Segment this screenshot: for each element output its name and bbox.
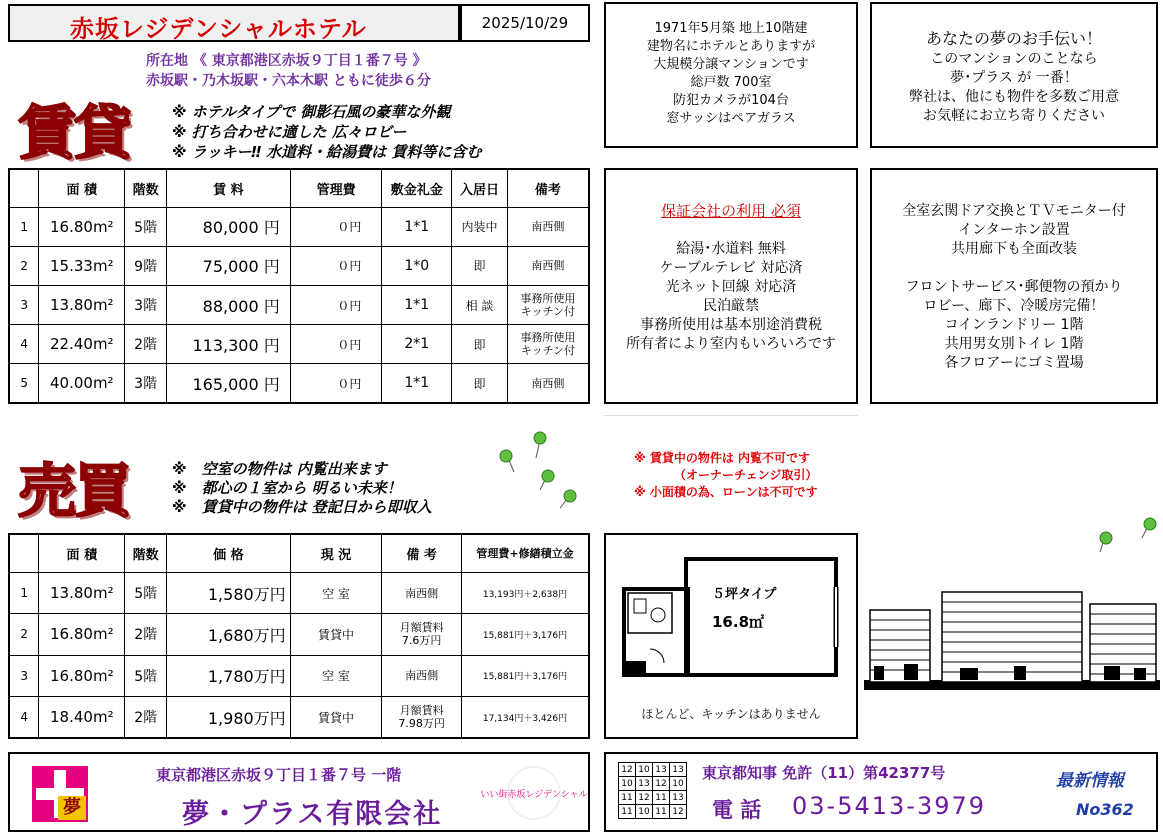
phone-number[interactable]: 03-5413-3979 xyxy=(792,792,987,820)
rental-col-deposit: 敷金礼金 xyxy=(382,169,452,207)
row-area: 40.00m² xyxy=(39,364,125,403)
row-area: 16.80m² xyxy=(39,655,125,696)
sale-col-floor: 階数 xyxy=(125,534,167,572)
row-fees: 13,193円＋2,638円 xyxy=(461,572,589,613)
page-title: 赤坂レジデンシャルホテル xyxy=(70,15,367,43)
license-number: 東京都知事 免許（11）第42377号 xyxy=(702,764,946,782)
building-illustration xyxy=(864,580,1160,690)
sale-bullet-2: ※ 都心の１室から 明るい未来！ xyxy=(172,479,402,497)
rental-col-no xyxy=(9,169,39,207)
floorplan-box xyxy=(604,533,858,739)
facilities-text: 全室玄関ドア交換とＴＶモニター付 インターホン設置 共用廊下も全面改装 フロントサービス･郵便物の預かり ロビー、廊下、冷暖房完備！ コインランドリー 1階 共用男女別トイレ 1階 各フロアーにゴミ置場 xyxy=(902,203,1126,371)
table-row xyxy=(9,246,589,285)
contact-box xyxy=(604,752,1158,832)
building-info-text: 1971年5月築 地上10階建 建物名にホテルとありますが 大規模分譲マンションです 総戸数 700室 防犯カメラが104台 窓サッシはペアガラス xyxy=(646,21,816,126)
calendar-cell: 10 xyxy=(636,763,653,777)
floorplan-type-label: ５坪タイプ xyxy=(712,587,777,602)
issue-number: No362 xyxy=(1076,800,1134,819)
row-note: 事務所使用 キッチン付 xyxy=(507,285,589,324)
rental-col-movein: 入居日 xyxy=(452,169,508,207)
row-note: 南西側 xyxy=(507,207,589,246)
address-line: 所在地 《 東京都港区赤坂９丁目１番７号 》 xyxy=(146,53,427,69)
row-no: 3 xyxy=(9,285,39,324)
row-floor: 3階 xyxy=(125,364,167,403)
balloon-icon-group xyxy=(494,428,584,514)
row-area: 16.80m² xyxy=(39,614,125,655)
note-line-3: ※ 小面積の為、ローンは不可です xyxy=(634,485,818,499)
row-note: 南西側 xyxy=(507,246,589,285)
row-area: 22.40m² xyxy=(39,325,125,364)
calendar-cell: 10 xyxy=(619,777,636,791)
greeting-text: あなたの夢のお手伝い！ このマンションのことなら 夢･プラス が 一番！ 弊社は、他にも物件を多数ご用意 お気軽にお立ち寄りください xyxy=(909,29,1119,124)
phone-label: 電 話 xyxy=(712,798,762,822)
row-fee: ０円 xyxy=(290,285,382,324)
row-fee: ０円 xyxy=(290,246,382,285)
table-row xyxy=(9,364,589,403)
calendar-cell: 13 xyxy=(653,763,670,777)
row-note: 南西側 xyxy=(507,364,589,403)
row-floor: 3階 xyxy=(125,285,167,324)
row-deposit: 1*1 xyxy=(382,364,452,403)
conditions-box xyxy=(604,168,858,404)
table-row xyxy=(9,207,589,246)
rental-bullet-1: ※ ホテルタイプで 御影石風の豪華な外観 xyxy=(172,103,451,121)
rental-col-rent: 賃 料 xyxy=(167,169,291,207)
floorplan-area-label: 16.8㎡ xyxy=(712,613,765,631)
calendar-cell: 11 xyxy=(653,805,670,819)
row-status: 空 室 xyxy=(290,655,382,696)
table-row xyxy=(9,614,589,655)
row-status: 空 室 xyxy=(290,572,382,613)
sale-col-area: 面 積 xyxy=(39,534,125,572)
sale-col-fees: 管理費+修繕積立金 xyxy=(461,534,589,572)
row-no: 2 xyxy=(9,246,39,285)
sale-header-row xyxy=(9,534,589,572)
calendar-cell: 13 xyxy=(670,791,687,805)
calendar-cell: 11 xyxy=(619,791,636,805)
latest-info-label: 最新情報 xyxy=(1056,771,1124,791)
calendar-cell: 12 xyxy=(619,763,636,777)
row-price: 1,680万円 xyxy=(167,614,291,655)
row-deposit: 1*0 xyxy=(382,246,452,285)
calendar-cell: 12 xyxy=(653,777,670,791)
row-status: 賃貸中 xyxy=(290,697,382,738)
row-floor: 2階 xyxy=(125,325,167,364)
row-fee: ０円 xyxy=(290,207,382,246)
rental-col-area: 面 積 xyxy=(39,169,125,207)
sale-bullet-3: ※ 賃貸中の物件は 登記日から即収入 xyxy=(172,498,432,516)
sale-col-price: 価 格 xyxy=(167,534,291,572)
row-area: 15.33m² xyxy=(39,246,125,285)
building-info-box xyxy=(604,2,858,148)
title-box xyxy=(8,4,460,42)
row-movein: 即 xyxy=(452,246,508,285)
row-rent: 88,000 円 xyxy=(167,285,291,324)
row-note: 南西側 xyxy=(382,572,462,613)
row-movein: 即 xyxy=(452,325,508,364)
table-row xyxy=(9,285,589,324)
row-no: 1 xyxy=(9,572,39,613)
floorplan-caption: ほとんど、キッチンはありません xyxy=(641,707,821,721)
row-area: 18.40m² xyxy=(39,697,125,738)
balloon-icon-group-2 xyxy=(1086,512,1160,556)
calendar-cell: 11 xyxy=(619,805,636,819)
row-deposit: 1*1 xyxy=(382,207,452,246)
sale-bullet-1: ※ 空室の物件は 内覧出来ます xyxy=(172,460,387,478)
row-floor: 5階 xyxy=(125,572,167,613)
sale-col-no xyxy=(9,534,39,572)
row-no: 3 xyxy=(9,655,39,696)
calendar-cell: 11 xyxy=(653,791,670,805)
note-line-2: （オーナーチェンジ取引） xyxy=(674,468,818,482)
calendar-cell: 13 xyxy=(670,763,687,777)
row-floor: 2階 xyxy=(125,697,167,738)
row-fee: ０円 xyxy=(290,325,382,364)
calendar-cell: 12 xyxy=(670,805,687,819)
row-rent: 80,000 円 xyxy=(167,207,291,246)
row-movein: 相 談 xyxy=(452,285,508,324)
company-logo-char: 夢 xyxy=(58,796,86,820)
row-note: 南西側 xyxy=(382,655,462,696)
row-price: 1,980万円 xyxy=(167,697,291,738)
row-rent: 75,000 円 xyxy=(167,246,291,285)
conditions-text: 給湯･水道料 無料 ケーブルテレビ 対応済 光ネット回線 対応済 民泊厳禁 事務所使用は基本別途消費税 所有者により室内もいろいろです xyxy=(626,241,836,352)
row-rent: 113,300 円 xyxy=(167,325,291,364)
row-price: 1,780万円 xyxy=(167,655,291,696)
company-box xyxy=(8,752,590,832)
rental-table xyxy=(8,168,590,404)
calendar-grid xyxy=(618,762,687,819)
facilities-box xyxy=(870,168,1158,404)
row-no: 4 xyxy=(9,325,39,364)
row-floor: 5階 xyxy=(125,655,167,696)
rental-col-fee: 管理費 xyxy=(290,169,382,207)
table-row xyxy=(9,572,589,613)
row-note: 月額賃料 7.6万円 xyxy=(382,614,462,655)
rental-col-floor: 階数 xyxy=(125,169,167,207)
guarantor-required: 保証会社の利用 必須 xyxy=(661,202,801,220)
row-rent: 165,000 円 xyxy=(167,364,291,403)
calendar-cell: 13 xyxy=(636,777,653,791)
sale-table xyxy=(8,533,590,739)
row-fees: 17,134円＋3,426円 xyxy=(461,697,589,738)
calendar-cell: 10 xyxy=(670,777,687,791)
issue-date: 2025/10/29 xyxy=(481,14,569,32)
row-movein: 内装中 xyxy=(452,207,508,246)
divider xyxy=(604,415,858,416)
row-area: 13.80m² xyxy=(39,572,125,613)
row-movein: 即 xyxy=(452,364,508,403)
table-row xyxy=(9,325,589,364)
row-floor: 2階 xyxy=(125,614,167,655)
company-address: 東京都港区赤坂９丁目１番７号 一階 xyxy=(156,766,402,784)
row-floor: 5階 xyxy=(125,207,167,246)
sale-col-status: 現 況 xyxy=(290,534,382,572)
row-status: 賃貸中 xyxy=(290,614,382,655)
row-no: 4 xyxy=(9,697,39,738)
row-no: 5 xyxy=(9,364,39,403)
row-deposit: 1*1 xyxy=(382,285,452,324)
row-area: 16.80m² xyxy=(39,207,125,246)
station-line: 赤坂駅・乃木坂駅・六本木駅 ともに徒歩６分 xyxy=(146,73,431,89)
row-fees: 15,881円＋3,176円 xyxy=(461,614,589,655)
row-no: 2 xyxy=(9,614,39,655)
rental-col-note: 備考 xyxy=(507,169,589,207)
sale-col-note: 備 考 xyxy=(382,534,462,572)
row-floor: 9階 xyxy=(125,246,167,285)
circle-logo-icon xyxy=(480,760,588,826)
row-deposit: 2*1 xyxy=(382,325,452,364)
row-price: 1,580万円 xyxy=(167,572,291,613)
company-logo xyxy=(32,766,88,822)
sale-heading: 売買 xyxy=(18,457,131,525)
table-row xyxy=(9,697,589,738)
greeting-box xyxy=(870,2,1158,148)
row-fee: ０円 xyxy=(290,364,382,403)
calendar-cell: 12 xyxy=(636,791,653,805)
date-box xyxy=(460,4,590,42)
row-no: 1 xyxy=(9,207,39,246)
calendar-cell: 10 xyxy=(636,805,653,819)
rental-bullet-2: ※ 打ち合わせに適した 広々ロビー xyxy=(172,123,407,141)
row-note: 事務所使用 キッチン付 xyxy=(507,325,589,364)
row-fees: 15,881円＋3,176円 xyxy=(461,655,589,696)
table-row xyxy=(9,655,589,696)
rental-header-row xyxy=(9,169,589,207)
circle-logo-text: いい街赤坂レジデンシャル xyxy=(480,790,588,800)
note-line-1: ※ 賃貸中の物件は 内覧不可です xyxy=(634,451,811,465)
rental-bullet-3: ※ ラッキー‼ 水道料・給湯費は 賃料等に含む xyxy=(172,143,482,161)
row-note: 月額賃料 7.98万円 xyxy=(382,697,462,738)
rental-heading: 賃貸 xyxy=(18,99,131,167)
row-area: 13.80m² xyxy=(39,285,125,324)
company-name: 夢・プラス有限会社 xyxy=(182,799,443,830)
